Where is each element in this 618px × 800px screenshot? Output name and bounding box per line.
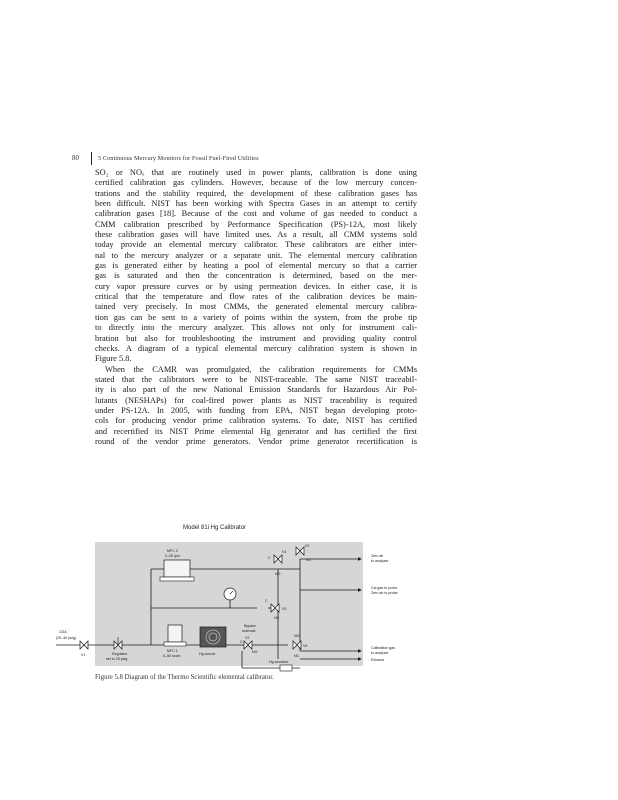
label-out-cal-b: Zero air to probe (371, 591, 398, 595)
body-line: been difficult. NIST has been working with Spectra Gases in an attempt to certify (95, 199, 417, 209)
running-title: 5 Continuous Mercury Monitors for Fossil Fuel-Fired Utilities (98, 154, 259, 162)
body-line: gas is generated either by heating a pool of elemental mercury so that a carrier (95, 261, 417, 271)
body-line: gas is saturated and then the concentration is determined, based on the mer- (95, 271, 417, 281)
body-line: to directly into the mercury analyzer. This allows not only for instrument cali- (95, 323, 417, 333)
label-regulator-a: Regulator (112, 652, 128, 656)
mfc1-box (168, 625, 182, 642)
label-bypass-b: solenoid (242, 629, 256, 633)
mfc2-box (164, 560, 190, 577)
label-nc-b: NC (274, 616, 280, 620)
label-mfc2-a: MFC 2 (167, 549, 178, 553)
label-v3: V3 (282, 607, 287, 611)
label-no-a: NO (275, 572, 281, 576)
body-line: and recertified its NIST Prime elemental Hg generator and has certified the first (95, 426, 417, 436)
calibrator-diagram (56, 539, 436, 675)
body-line: cury vapor pressure curves or by using permeation devices. In either case, it is (95, 281, 417, 291)
body-line: trations and the stability required, the development of these calibration gases has (95, 188, 417, 198)
label-nc-a: NC (306, 558, 312, 562)
label-out-cal-a: Cal gas to probe (371, 586, 398, 590)
figure-caption: Figure 5.8 Diagram of the Thermo Scientific elemental calibrator. (95, 674, 274, 681)
body-line: When the CAMR was promulgated, the calibration requirements for CMMs (105, 364, 417, 374)
body-line: CMM calibration prescribed by Performance Specification (PS)-12A, most likely (95, 219, 417, 229)
body-line: nal to the mercury analyzer or a separate unit. The elemental mercury calibration (95, 250, 417, 260)
body-line: today provide an elemental mercury calibrator. These calibrators are either inter- (95, 240, 417, 250)
label-hg-scrubber: Hg scrubber (269, 660, 289, 664)
label-no-c: NO (252, 650, 258, 654)
body-line: SO₂ or NOₓ that are routinely used in power plants, calibration is done using (95, 168, 417, 177)
mfc2-base (160, 577, 194, 581)
label-v5: V5 (303, 644, 308, 648)
label-nc-c: NC (294, 654, 300, 658)
body-text (95, 168, 417, 447)
label-out-calib-b: to analyzer (371, 651, 389, 655)
body-line: certified calibration gas cylinders. However, because of the low mercury concen- (95, 178, 417, 188)
label-no-b: NO (294, 634, 300, 638)
label-mfc2-b: 0–20 lpm (165, 554, 180, 558)
label-out-exhaust: Exhaust (371, 658, 384, 662)
label-regulator-b: set to 25 psig (106, 657, 128, 661)
body-line: stated that the calibrators were to be NIST-traceable. The same NIST traceabil- (95, 374, 417, 384)
label-mfc1-b: 0–50 sccm (163, 654, 181, 658)
page-number: 80 (72, 154, 79, 162)
body-line: cols for producing vendor prime calibration systems. To date, NIST has certified (95, 416, 417, 426)
label-mfc1-a: MFC 1 (167, 649, 178, 653)
running-header (72, 151, 259, 165)
body-line: these calibration gases will have limited uses. As a result, all CMM systems sold (95, 230, 417, 240)
label-out-zero-b: to analyzer (371, 559, 389, 563)
body-line: bration but also for troubleshooting the instrument and providing quality control (95, 333, 417, 343)
body-line: checks. A diagram of a typical elemental mercury calibration system is shown in (95, 343, 417, 353)
label-c-a: C (268, 556, 271, 560)
label-v2-low: V2 (245, 636, 250, 640)
calibrator-panel (95, 542, 363, 666)
figure-title: Model 81i Hg Calibrator (183, 525, 247, 531)
label-v1: V1 (81, 653, 86, 657)
label-bypass-a: Bypass (244, 624, 256, 628)
label-c-b: C (265, 599, 268, 603)
valve-v1 (80, 641, 88, 649)
label-cda-a: CDA (59, 630, 67, 634)
body-line: round of the vendor prime generators. Vendor prime generator recertification is (95, 436, 417, 446)
label-v4: V4 (282, 550, 287, 554)
body-line: under PS-12A. In 2005, with funding from EPA, NIST began developing proto- (95, 405, 417, 415)
body-line: critical that the temperature and flow rates of the calibration devices be main- (95, 292, 417, 302)
label-c-c: C (240, 640, 243, 644)
label-out-calib-a: Calibration gas (371, 646, 395, 650)
body-line: Figure 5.8. (95, 354, 132, 364)
label-v2-top: V2 (305, 544, 310, 548)
label-out-zero-a: Zero air (371, 554, 384, 558)
body-line: tion gas can be sent to a variety of points within the system, from the probe tip (95, 312, 417, 322)
body-line: ity is also part of the new National Emission Standards for Hazardous Air Pol- (95, 385, 417, 395)
label-hg-source: Hg source (199, 652, 216, 656)
label-cda-b: (20–40 psig) (56, 636, 76, 640)
header-divider (91, 152, 92, 165)
body-line: lutants (NESHAPs) for coal-fired power plants as NIST traceability is required (95, 395, 417, 405)
body-line: calibration gases [18]. Because of the cost and volume of gas needed to conduct a (95, 209, 417, 219)
body-line: tained very precisely. In most CMMs, the generated elemental mercury calibra- (95, 302, 417, 312)
hg-scrubber (280, 665, 292, 671)
mfc1-base (164, 642, 186, 646)
